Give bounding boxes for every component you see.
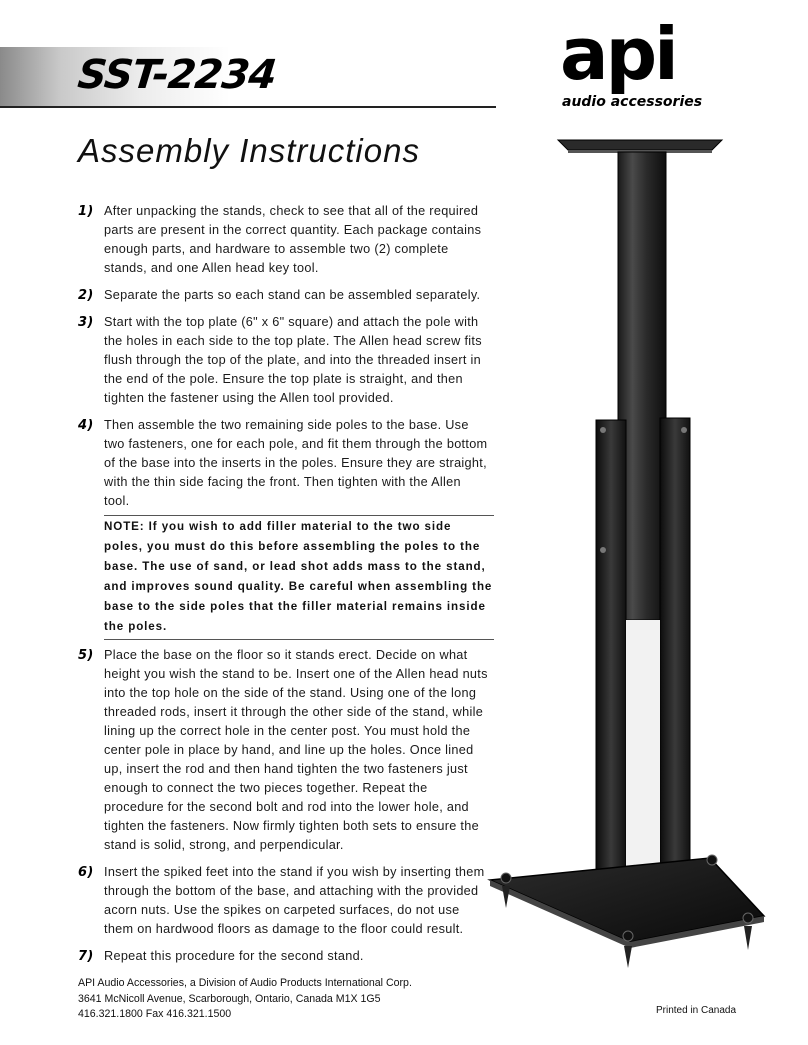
step-5 — [78, 646, 488, 855]
step-7 — [78, 947, 488, 966]
step-text: Place the base on the floor so it stands erect. Decide on what height you wish the stand to be. Insert one of the Allen head nuts into the top hole on the side of the stand. Using one of the long threaded rods, insert it through the other side of the stand, while lining up the correct hole in the center post. You must hold the center pole in place by hand, and line up the holes. Once lined up, insert the rod and then hand tighten the two fasteners just enough to connect the two pieces together. Repeat the procedure for the second bolt and rod into the lower hole, and tighten the fasteners. Now firmly tighten both sets to ensure the stand is solid, strong, and perpendicular. — [104, 648, 488, 852]
footer-address — [78, 976, 412, 1023]
note-box: NOTE: If you wish to add filler material to the two side poles, you must do this before assembling the poles to the base. The use of sand, or lead shot adds mass to the stand, and improves sound quality. Be careful when assembling the base to the side poles that the filler material remains inside the poles. — [104, 515, 494, 640]
step-4 — [78, 416, 488, 511]
bolt-upper — [600, 427, 606, 433]
spike — [744, 926, 752, 950]
footer-phone: 416.321.1800 Fax 416.321.1500 — [78, 1008, 232, 1020]
top-plate — [558, 140, 722, 150]
step-6 — [78, 863, 488, 939]
step-1 — [78, 202, 488, 278]
logo-wordmark: api — [560, 12, 676, 96]
bolt-upper-right — [681, 427, 687, 433]
instruction-steps — [78, 202, 493, 974]
footer-company: API Audio Accessories, a Division of Audio Products International Corp. — [78, 977, 412, 989]
step-text: After unpacking the stands, check to see that all of the required parts are present in the correct quantity. Each package contains enough parts, and hardware to assemble two (2) complete stands, and one Allen head key tool. — [104, 204, 482, 275]
step-text: Then assemble the two remaining side poles to the base. Use two fasteners, one for each pole, and fit them through the bottom of the base into the inserts in the poles. Ensure they are straight, with the thin side facing the front. Then tighten with the Allen tool. — [104, 418, 488, 508]
step-3 — [78, 313, 488, 408]
step-2 — [78, 286, 488, 305]
printed-in-canada: Printed in Canada — [656, 1005, 737, 1016]
model-title: SST-2234 — [75, 52, 278, 98]
acorn-nut — [707, 855, 717, 865]
acorn-nut — [501, 873, 511, 883]
page-title: Assembly Instructions — [78, 132, 420, 169]
step-text: Repeat this procedure for the second stand. — [104, 949, 364, 963]
spike — [502, 886, 510, 908]
step-number: 2) — [78, 288, 94, 303]
spike — [624, 946, 632, 968]
bolt-lower — [600, 547, 606, 553]
api-logo — [560, 12, 720, 114]
step-number: 4) — [78, 418, 94, 433]
left-side-pole — [596, 420, 626, 890]
header-rule — [0, 106, 496, 108]
step-text: Insert the spiked feet into the stand if you wish by inserting them through the bottom of the base, and attaching with the provided acorn nuts. Use the spikes on carpeted surfaces, do not use them on hardwood floors as damage to the floor could result. — [104, 865, 485, 936]
step-number: 7) — [78, 949, 94, 964]
step-text: Start with the top plate (6" x 6" square) and attach the pole with the holes in each side to the top plate. The Allen head screw fits flush through the top of the plate, and into the threaded insert in the end of the pole. Ensure the top plate is straight, and then tighten the fastener using the Allen tool provided. — [104, 315, 482, 405]
speaker-stand-illustration — [480, 130, 780, 970]
step-number: 3) — [78, 315, 94, 330]
footer-street: 3641 McNicoll Avenue, Scarborough, Ontario, Canada M1X 1G5 — [78, 992, 381, 1005]
logo-tagline: audio accessories — [562, 94, 703, 110]
step-number: 6) — [78, 865, 94, 880]
right-side-pole — [660, 418, 690, 888]
acorn-nut — [743, 913, 753, 923]
step-number: 1) — [78, 204, 94, 219]
acorn-nut — [623, 931, 633, 941]
pole-gap — [626, 620, 660, 870]
step-number: 5) — [78, 648, 94, 663]
step-text: Separate the parts so each stand can be assembled separately. — [104, 288, 481, 302]
